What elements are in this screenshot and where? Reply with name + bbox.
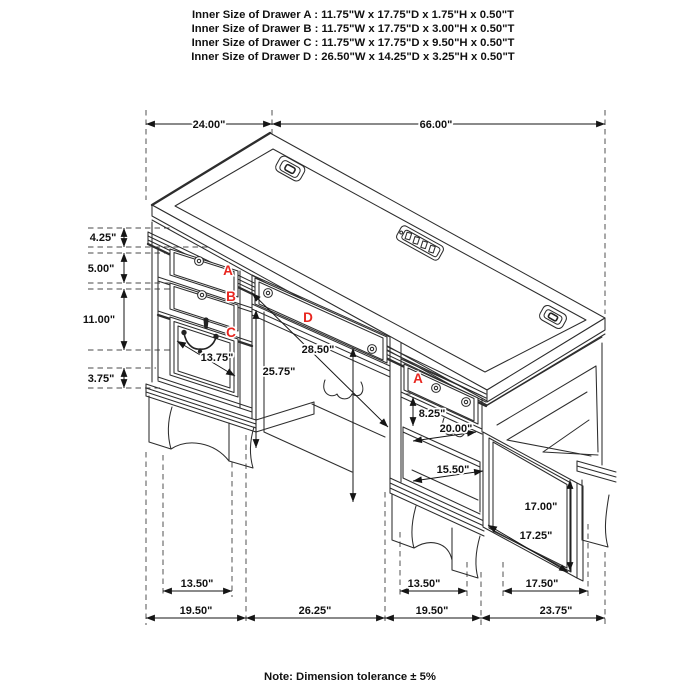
dim-bottom-left-foot: 13.50" bbox=[180, 578, 214, 590]
dim-bottom-right-end: 23.75" bbox=[539, 605, 573, 617]
header-line-b: Inner Size of Drawer B : 11.75"W x 17.75"D x 3.00"H x 0.50"T bbox=[191, 23, 515, 35]
dim-top-width: 66.00" bbox=[419, 119, 453, 131]
dim-door-height: 17.00" bbox=[524, 501, 558, 513]
dim-bottom-knee: 26.25" bbox=[298, 605, 332, 617]
dim-left-base: 3.75" bbox=[87, 373, 115, 385]
drawer-c-label: C bbox=[226, 325, 236, 340]
header-line-c: Inner Size of Drawer C : 11.75"W x 17.75"D x 9.50"H x 0.50"T bbox=[191, 37, 515, 49]
drawer-b-label: B bbox=[226, 289, 236, 304]
dim-bottom-right-foot: 13.50" bbox=[407, 578, 441, 590]
dim-drawer-c-diag: 13.75" bbox=[200, 352, 234, 364]
drawer-a-label: A bbox=[223, 263, 233, 278]
dim-left-drawer-c: 11.00" bbox=[82, 314, 116, 326]
dim-left-drawer-a: 5.00" bbox=[87, 263, 115, 275]
dim-left-top-edge: 4.25" bbox=[89, 232, 117, 244]
header-line-a: Inner Size of Drawer A : 11.75"W x 17.75"D x 1.75"H x 0.50"T bbox=[192, 9, 514, 21]
dim-door-width: 17.25" bbox=[519, 530, 553, 542]
drawer-d-label: D bbox=[303, 310, 313, 325]
dim-knee-height: 25.75" bbox=[262, 366, 296, 378]
dim-cabinet-width: 15.50" bbox=[436, 464, 470, 476]
drawer-a-right-label: A bbox=[413, 371, 423, 386]
dim-right-drawer: 8.25" bbox=[418, 408, 446, 420]
dim-cabinet-depth: 20.00" bbox=[439, 423, 473, 435]
dim-bottom-left-ped: 19.50" bbox=[179, 605, 213, 617]
dim-bottom-door: 17.50" bbox=[525, 578, 559, 590]
dim-top-depth: 24.00" bbox=[192, 119, 226, 131]
dim-knee-diag: 28.50" bbox=[301, 344, 335, 356]
header-line-d: Inner Size of Drawer D : 26.50"W x 14.25"D x 3.25"H x 0.50"T bbox=[191, 51, 515, 63]
dim-bottom-right-ped: 19.50" bbox=[415, 605, 449, 617]
tolerance-note: Note: Dimension tolerance ± 5% bbox=[264, 671, 436, 683]
